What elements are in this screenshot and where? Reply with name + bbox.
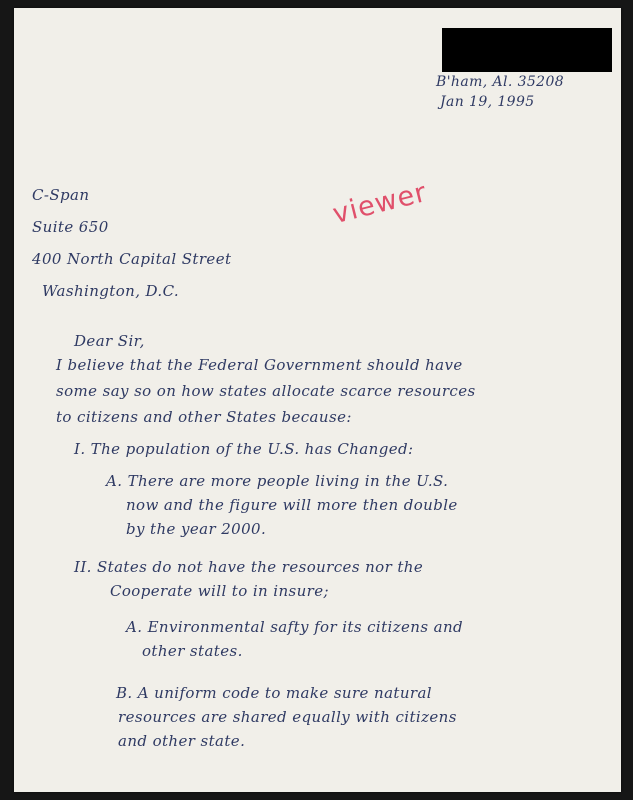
- point-1a-line-3: by the year 2000.: [126, 520, 267, 538]
- salutation: Dear Sir,: [74, 332, 145, 350]
- address-line-1: C-Span: [32, 186, 90, 204]
- point-2a-line-2: other states.: [142, 642, 243, 660]
- point-2-heading-line-1: II. States do not have the resources nor the: [74, 558, 424, 576]
- address-line-2: Suite 650: [32, 218, 109, 236]
- address-line-3: 400 North Capital Street: [32, 250, 232, 268]
- intro-line-2: some say so on how states allocate scarce resources: [56, 382, 476, 400]
- redaction-bar: [442, 28, 612, 72]
- address-line-4: Washington, D.C.: [42, 282, 180, 300]
- point-2a-line-1: A. Environmental safty for its citizens and: [126, 618, 464, 636]
- point-1a-line-2: now and the figure will more then double: [126, 496, 458, 514]
- sender-location: B'ham, Al. 35208: [436, 74, 565, 90]
- letter-date: Jan 19, 1995: [440, 94, 535, 110]
- point-2b-line-2: resources are shared equally with citizens: [118, 708, 457, 726]
- intro-line-1: I believe that the Federal Government should have: [56, 356, 463, 374]
- point-1a-line-1: A. There are more people living in the U.S.: [106, 472, 449, 490]
- point-2b-line-3: and other state.: [118, 732, 246, 750]
- point-2-heading-line-2: Cooperate will to in insure;: [110, 582, 329, 600]
- letter-page: [14, 8, 621, 792]
- point-1-heading: I. The population of the U.S. has Changed:: [74, 440, 414, 458]
- viewer-stamp: viewer: [329, 176, 431, 231]
- intro-line-3: to citizens and other States because:: [56, 408, 352, 426]
- point-2b-line-1: B. A uniform code to make sure natural: [116, 684, 433, 702]
